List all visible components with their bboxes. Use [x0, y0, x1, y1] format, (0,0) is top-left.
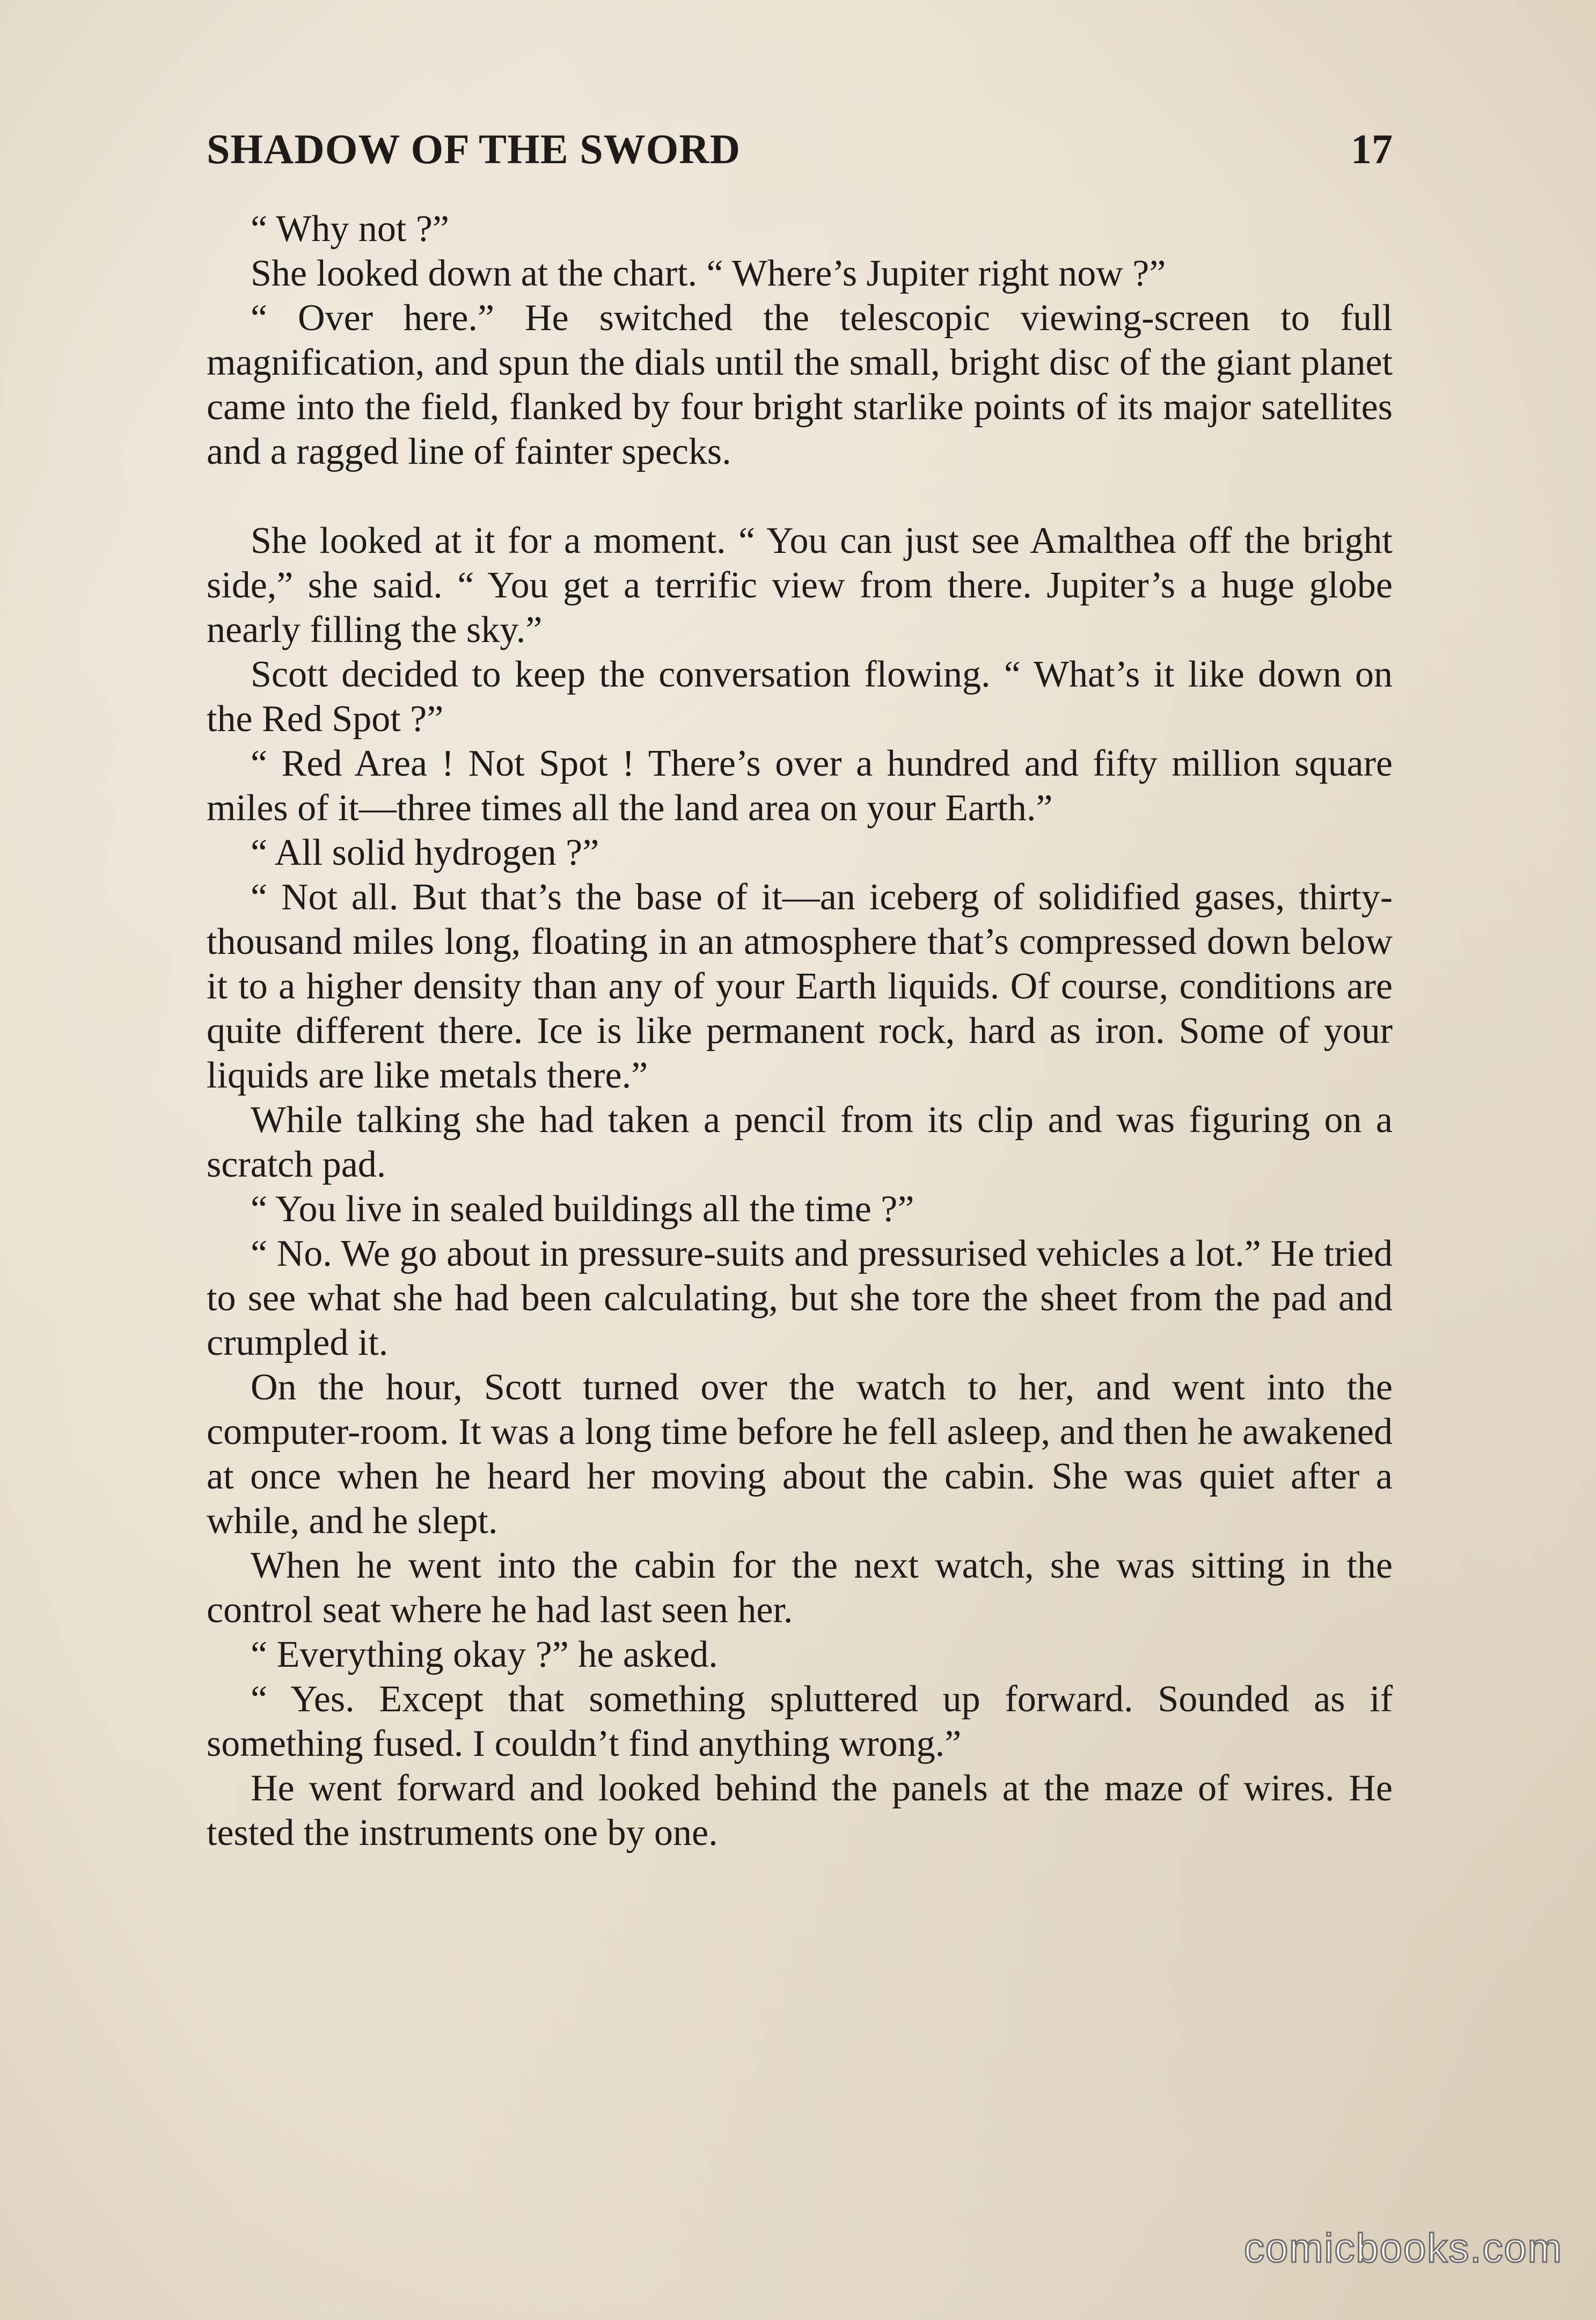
paragraph: She looked down at the chart. “ Where’s Jupiter right now ?” — [251, 253, 1166, 294]
paragraph: “ You live in sealed buildings all the time ?” — [251, 1188, 914, 1230]
paragraph: He went forward and looked behind the panels at the maze of wires. He tested the instruments one by one. — [207, 1768, 1393, 1854]
paragraph: Scott decided to keep the conversation flowing. “ What’s it like down on the Red Spot ?” — [207, 654, 1393, 740]
body-text — [207, 207, 1393, 1855]
page-header — [207, 122, 1393, 176]
paragraph: “ Yes. Except that something spluttered up forward. Sounded as if something fused. I couldn’t find anything wrong.” — [207, 1679, 1393, 1764]
paragraph: She looked at it for a moment. “ You can just see Amalthea off the bright side,” she said. “ You get a terrific view from there. Jupiter’s a huge globe nearly filling the sky.” — [207, 520, 1393, 651]
paragraph: “ All solid hydrogen ?” — [251, 832, 599, 873]
running-head: SHADOW OF THE SWORD — [207, 126, 741, 172]
page-number: 17 — [1351, 126, 1393, 172]
paragraph: “ Not all. But that’s the base of it—an iceberg of solidified gases, thirty-thousand miles long, floating in an atmosphere that’s compressed down below it to a higher density than any of your Earth liquids. Of course, conditions are quite different there. Ice is like permanent rock, hard as iron. Some of your liquids are like metals there.” — [207, 877, 1393, 1096]
paragraph: When he went into the cabin for the next watch, she was sitting in the control seat where he had last seen her. — [207, 1545, 1393, 1631]
paragraph: While talking she had taken a pencil from its clip and was figuring on a scratch pad. — [207, 1099, 1393, 1185]
paragraph: “ Why not ?” — [251, 208, 449, 250]
watermark: comicbooks.com — [1244, 2226, 1563, 2271]
paragraph: “ Over here.” He switched the telescopic viewing-screen to full magnification, and spun the dials until the small, bright disc of the giant planet came into the field, flanked by four bright starlike points of its major satellites and a ragged line of fainter specks. — [207, 297, 1393, 472]
paragraph: “ Everything okay ?” he asked. — [251, 1634, 718, 1675]
paragraph: “ No. We go about in pressure-suits and pressurised vehicles a lot.” He tried to see what she had been calculating, but she tore the sheet from the pad and crumpled it. — [207, 1233, 1393, 1363]
paragraph: “ Red Area ! Not Spot ! There’s over a hundred and fifty million square miles of it—three times all the land area on your Earth.” — [207, 743, 1393, 829]
paragraph: On the hour, Scott turned over the watch to her, and went into the computer-room. It was a long time before he fell asleep, and then he awakened at once when he heard her moving about the cabin. She was quiet after a while, and he slept. — [207, 1367, 1393, 1542]
